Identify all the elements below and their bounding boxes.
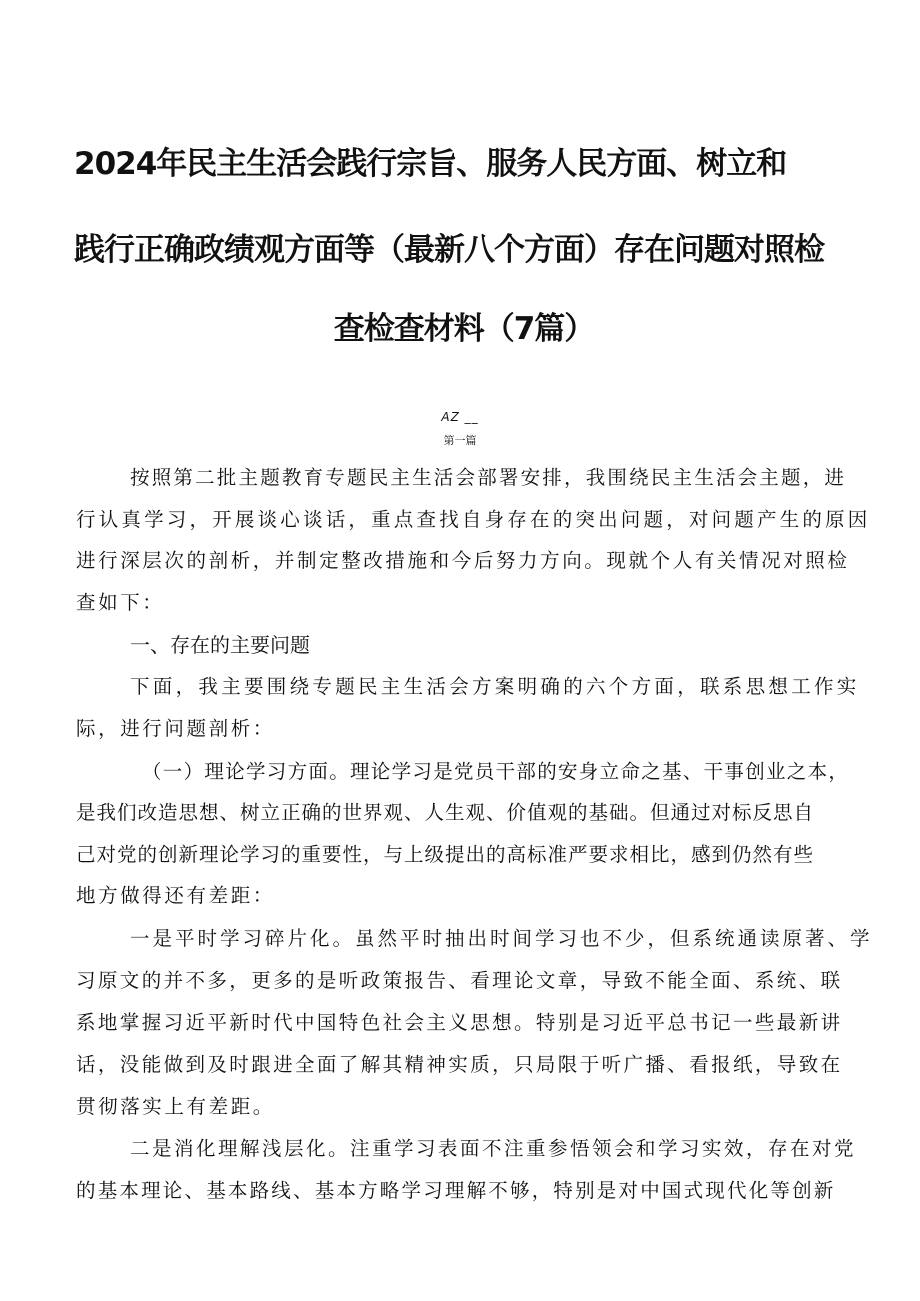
title-line-2: 践行正确政绩观方面等（最新八个方面）存在问题对照检 bbox=[74, 232, 824, 268]
para4-line-3: 系地掌握习近平新时代中国特色社会主义思想。特别是习近平总书记一些最新讲 bbox=[76, 1011, 843, 1034]
para4-line-4: 话，没能做到及时跟进全面了解其精神实质，只局限于听广播、看报纸，导致在 bbox=[76, 1053, 843, 1076]
para4-line-1: 一是平时学习碎片化。虽然平时抽出时间学习也不少，但系统通读原著、学 bbox=[130, 927, 873, 950]
para4-line-5: 贯彻落实上有差距。 bbox=[76, 1095, 275, 1118]
para3-line-3: 己对党的创新理论学习的重要性，与上级提出的高标准严要求相比，感到仍然有些 bbox=[76, 843, 815, 866]
section-heading: 一、存在的主要问题 bbox=[130, 633, 310, 657]
para2-line-2: 际，进行问题剖析： bbox=[76, 717, 275, 740]
title-line-1: 2024年民主生活会践行宗旨、服务人民方面、树立和 bbox=[74, 146, 787, 182]
title-line-3-text: 查检查材料（7篇） bbox=[333, 311, 595, 347]
intro-line-3: 进行深层次的剖析，并制定整改措施和今后努力方向。现就个人有关情况对照检 bbox=[76, 549, 850, 572]
intro-line-4: 查如下： bbox=[76, 591, 165, 614]
para5-line-1: 二是消化理解浅层化。注重学习表面不注重参悟领会和学习实效，存在对党 bbox=[130, 1137, 857, 1160]
intro-line-2: 行认真学习，开展谈心谈话，重点查找自身存在的突出问题，对问题产生的原因 bbox=[76, 508, 871, 531]
section-marker: AZ __ bbox=[441, 410, 479, 424]
para2-line-1: 下面，我主要围绕专题民主生活会方案明确的六个方面，联系思想工作实 bbox=[130, 675, 860, 698]
para3-line-1: （一）理论学习方面。理论学习是党员干部的安身立命之基、干事创业之本， bbox=[142, 760, 850, 783]
para4-line-2: 习原文的并不多，更多的是听政策报告、看理论文章，导致不能全面、系统、联 bbox=[76, 969, 843, 992]
intro-line-1: 按照第二批主题教育专题民主生活会部署安排，我围绕民主生活会主题，进 bbox=[130, 466, 847, 489]
para5-line-2: 的基本理论、基本路线、基本方略学习理解不够，特别是对中国式现代化等创新 bbox=[76, 1179, 836, 1202]
chapter-label: 第一篇 bbox=[443, 434, 477, 447]
para3-line-2: 是我们改造思想、树立正确的世界观、人生观、价值观的基础。但通过对标反思自 bbox=[76, 801, 815, 824]
title-line-3 bbox=[0, 303, 920, 348]
para3-line-4: 地方做得还有差距： bbox=[76, 884, 275, 907]
